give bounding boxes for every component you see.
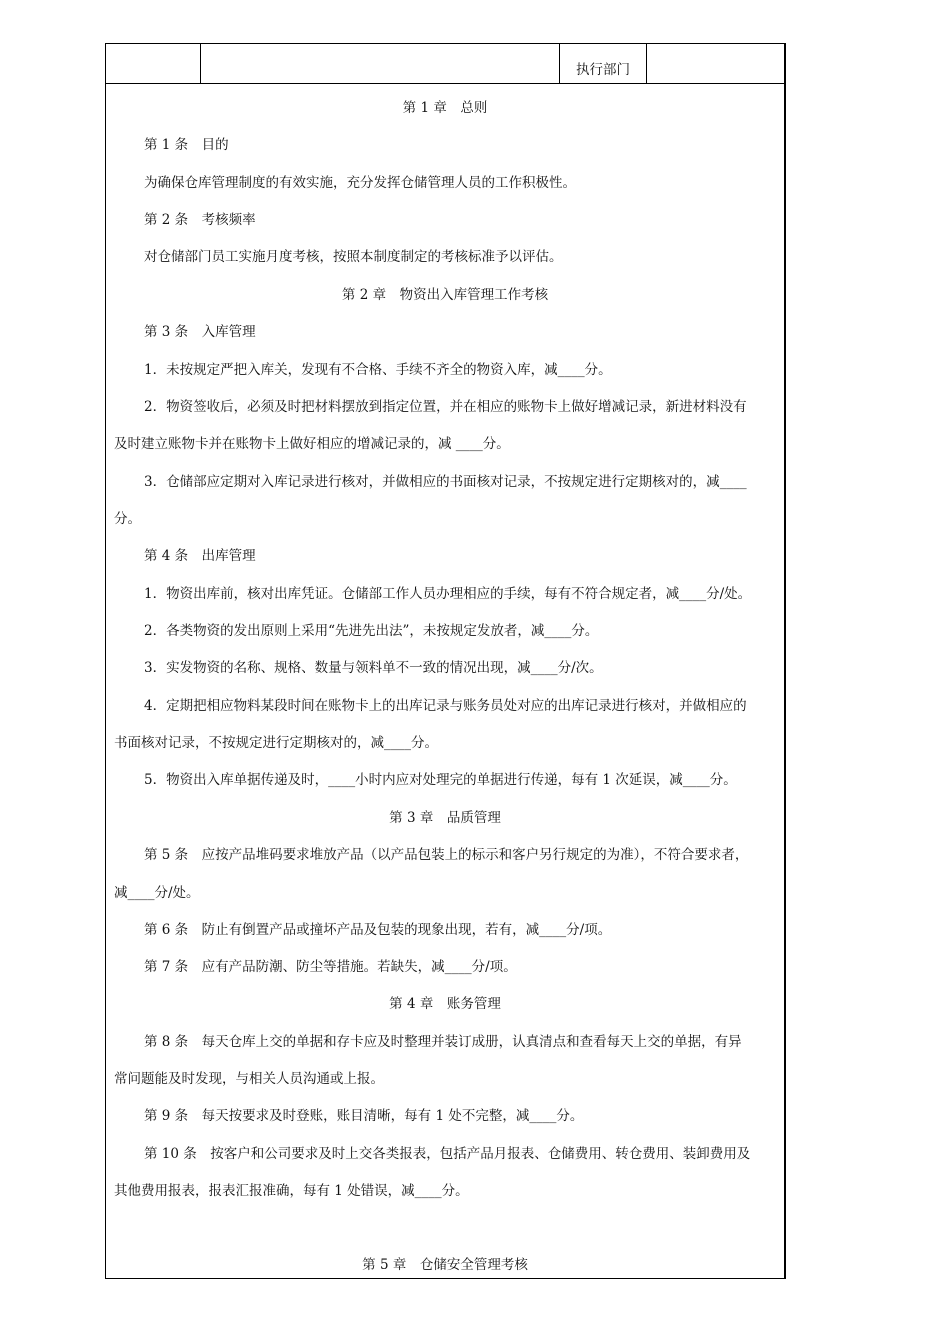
header-dept-label: 执行部门 (560, 44, 647, 83)
header-cell-blank-1 (106, 44, 201, 83)
article-9: 第 9 条 每天按要求及时登账，账目清晰，每有 1 处不完整，减____分。 (144, 1108, 584, 1124)
content-area (106, 84, 784, 1278)
chapter-4-heading: 第 4 章 账务管理 (389, 996, 501, 1012)
paragraph: 1．未按规定严把入库关，发现有不合格、手续不齐全的物资入库，减____分。 (144, 362, 612, 378)
paragraph-continued: 其他费用报表，报表汇报准确，每有 1 处错误，减____分。 (114, 1183, 469, 1199)
article-8: 第 8 条 每天仓库上交的单据和存卡应及时整理并装订成册，认真清点和查看每天上交的单据，有异 (144, 1034, 742, 1050)
paragraph-continued: 书面核对记录，不按规定进行定期核对的，减____分。 (114, 735, 438, 751)
paragraph: 1．物资出库前，核对出库凭证。仓储部工作人员办理相应的手续，每有不符合规定者，减____分/处。 (144, 586, 752, 602)
paragraph: 2．物资签收后，必须及时把材料摆放到指定位置，并在相应的账物卡上做好增减记录，新进材料没有 (144, 399, 747, 415)
paragraph-continued: 常问题能及时发现，与相关人员沟通或上报。 (114, 1071, 384, 1087)
chapter-2-heading: 第 2 章 物资出入库管理工作考核 (341, 287, 549, 303)
paragraph: 对仓储部门员工实施月度考核，按照本制度制定的考核标准予以评估。 (144, 249, 563, 265)
chapter-5-heading: 第 5 章 仓储安全管理考核 (362, 1257, 528, 1273)
article-10: 第 10 条 按客户和公司要求及时上交各类报表，包括产品月报表、仓储费用、转仓费用、装卸费用及 (144, 1146, 751, 1162)
paragraph: 4．定期把相应物料某段时间在账物卡上的出库记录与账务员处对应的出库记录进行核对，并做相应的 (144, 698, 747, 714)
paragraph-continued: 减____分/处。 (114, 885, 200, 901)
header-dept-value (647, 44, 785, 83)
paragraph: 为确保仓库管理制度的有效实施，充分发挥仓储管理人员的工作积极性。 (144, 175, 576, 191)
paragraph-continued: 及时建立账物卡并在账物卡上做好相应的增减记录的，减 ____分。 (114, 436, 510, 452)
document-table (105, 43, 786, 1279)
article-4-heading: 第 4 条 出库管理 (144, 548, 256, 564)
header-cell-blank-2 (201, 44, 560, 83)
header-row (106, 44, 784, 84)
chapter-3-heading: 第 3 章 品质管理 (389, 810, 501, 826)
article-3-heading: 第 3 条 入库管理 (144, 324, 256, 340)
article-6: 第 6 条 防止有倒置产品或撞坏产品及包装的现象出现，若有，减____分/项。 (144, 922, 612, 938)
paragraph: 2．各类物资的发出原则上采用“先进先出法”，未按规定发放者，减____分。 (144, 623, 599, 639)
article-1-heading: 第 1 条 目的 (144, 137, 229, 153)
article-2-heading: 第 2 条 考核频率 (144, 212, 256, 228)
paragraph: 5．物资出入库单据传递及时，____小时内应对处理完的单据进行传递，每有 1 次延误，减____分。 (144, 772, 737, 788)
chapter-1-heading: 第 1 章 总则 (402, 100, 488, 116)
paragraph: 3．仓储部应定期对入库记录进行核对，并做相应的书面核对记录，不按规定进行定期核对的，减____ (144, 474, 747, 490)
article-5: 第 5 条 应按产品堆码要求堆放产品（以产品包装上的标示和客户另行规定的为准），不符合要求者， (144, 847, 749, 863)
paragraph-continued: 分。 (114, 511, 141, 527)
paragraph: 3．实发物资的名称、规格、数量与领料单不一致的情况出现，减____分/次。 (144, 660, 603, 676)
article-7: 第 7 条 应有产品防潮、防尘等措施。若缺失，减____分/项。 (144, 959, 517, 975)
